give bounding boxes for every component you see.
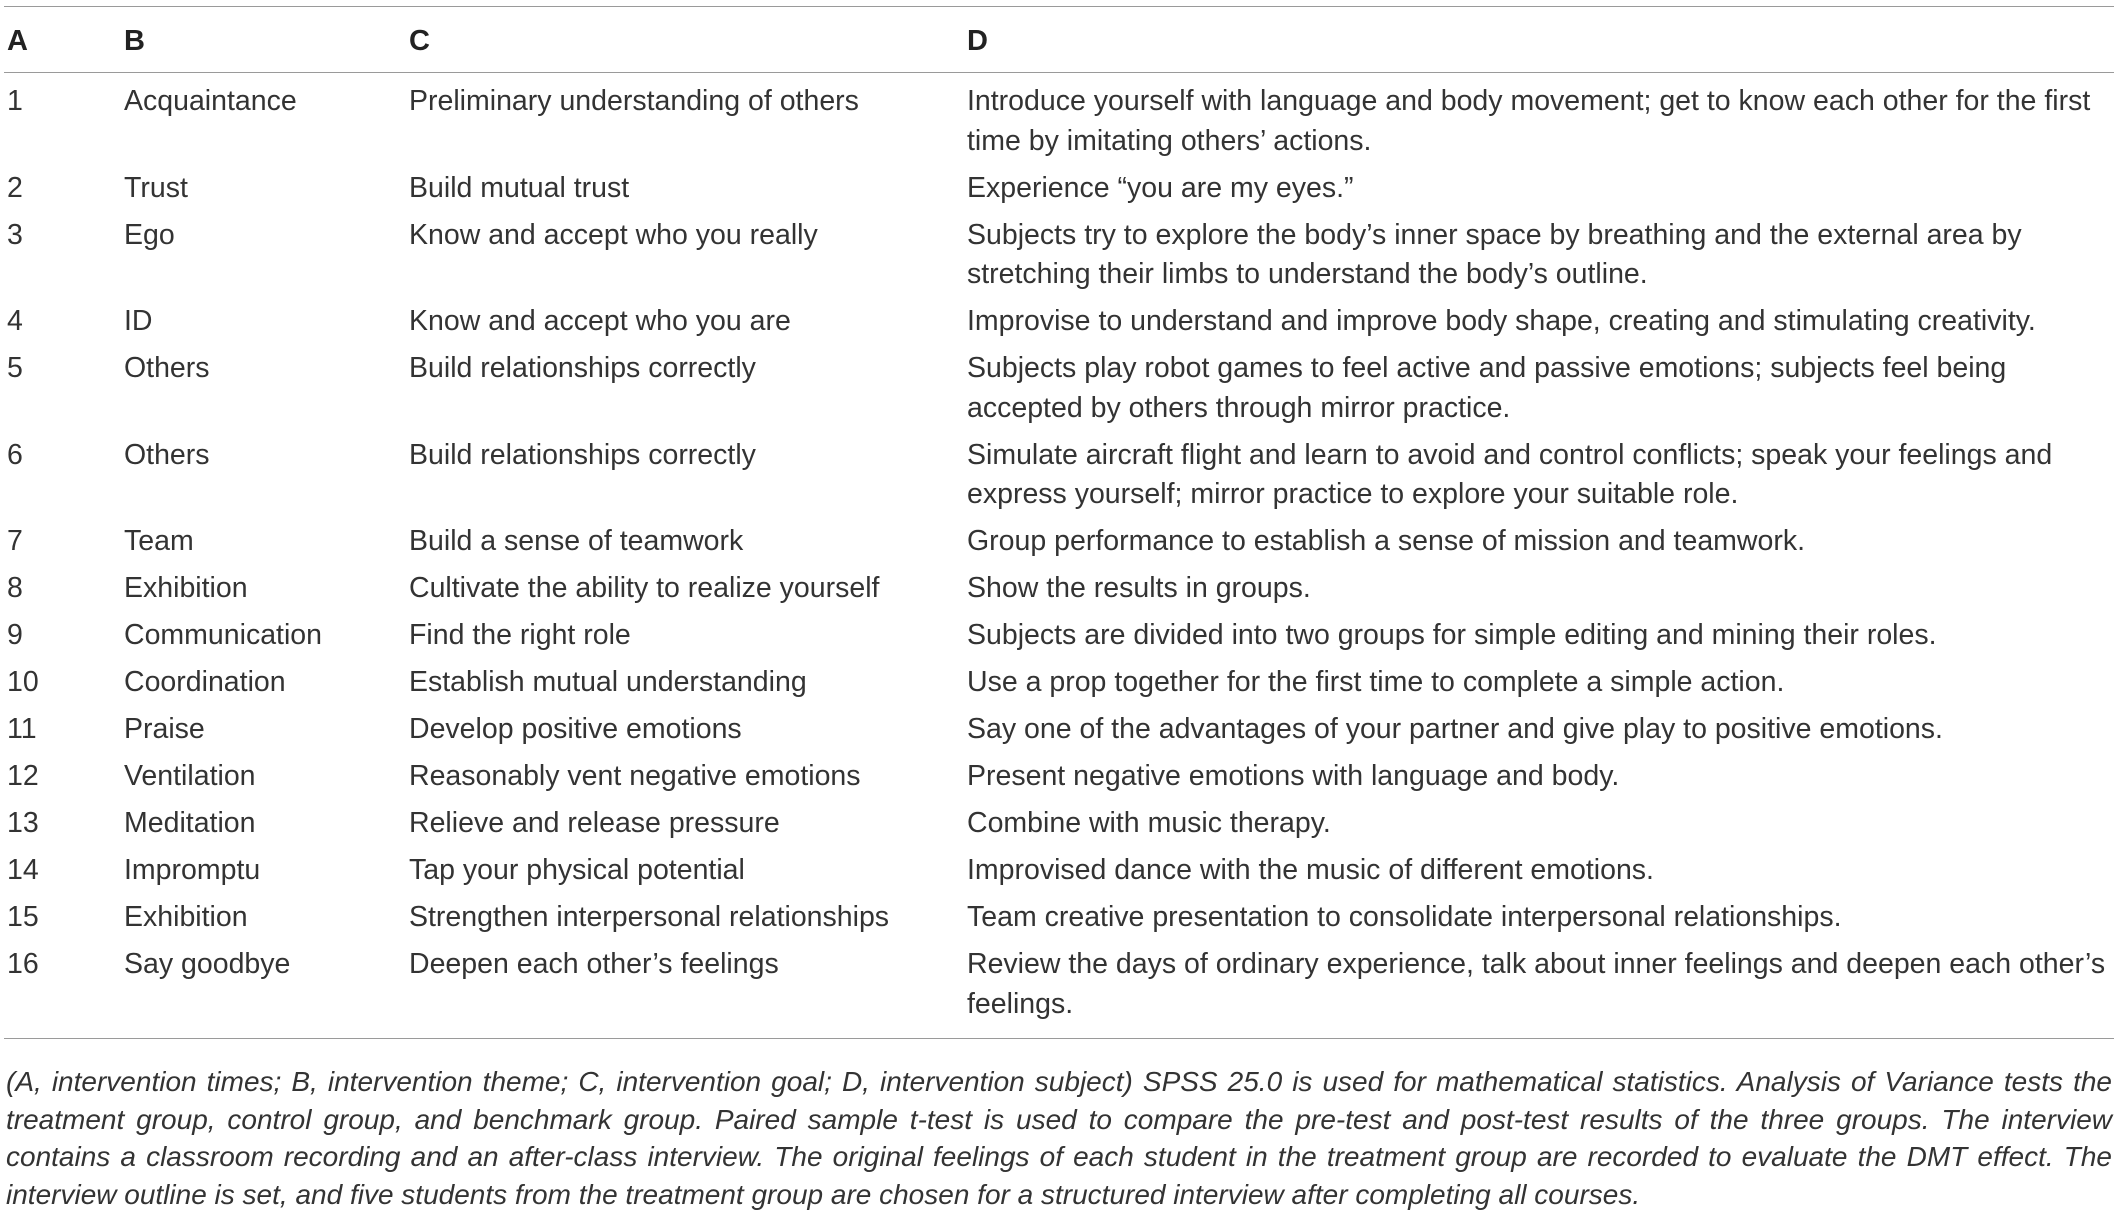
header-row xyxy=(0,7,2118,72)
cell-intervention-time: 1 xyxy=(7,85,23,117)
cell-intervention-time: 2 xyxy=(7,171,23,204)
cell-subject: Improvise to understand and improve body shape, creating and stimulating creativity. xyxy=(967,305,2036,337)
cell-theme: Meditation xyxy=(124,807,256,839)
cell-intervention-time: 11 xyxy=(7,713,37,745)
cell-intervention-time: 15 xyxy=(7,901,39,933)
cell-goal: Know and accept who you really xyxy=(409,218,818,251)
table-bottom-rule xyxy=(4,1038,2114,1039)
cell-subject: Introduce yourself with language and body movement; get to know each other for the first time by imitating others’ actions. xyxy=(967,85,2091,157)
table-row xyxy=(0,216,2118,303)
table-row xyxy=(0,757,2118,804)
cell-theme: Say goodbye xyxy=(124,948,291,980)
cell-theme: Coordination xyxy=(124,666,286,698)
cell-subject: Subjects play robot games to feel active and passive emotions; subjects feel being accepted by others through mirror practice. xyxy=(967,352,2007,424)
table-footnote: (A, intervention times; B, intervention theme; C, intervention goal; D, intervention subject) SPSS 25.0 is used for mathematical statistics. Analysis of Variance tests the treatment group, control group, and benchmark group. Paired sample t-test is used to compare the pre-test and post-test results of the three groups. The interview contains a classroom recording and an after-class interview. The original feelings of each student in the treatment group are recorded to evaluate the DMT effect. The interview outline is set, and five students from the treatment group are chosen for a structured interview after completing all courses. xyxy=(6,1066,2112,1210)
cell-goal: Reasonably vent negative emotions xyxy=(409,760,861,792)
cell-goal: Deepen each other’s feelings xyxy=(409,948,779,980)
cell-goal: Establish mutual understanding xyxy=(409,666,807,698)
table-row xyxy=(0,851,2118,898)
cell-theme: Impromptu xyxy=(124,854,261,886)
cell-intervention-time: 10 xyxy=(7,666,39,698)
cell-goal: Find the right role xyxy=(409,619,631,651)
header-c: C xyxy=(409,25,430,57)
cell-goal: Strengthen interpersonal relationships xyxy=(409,901,890,933)
cell-subject: Subjects are divided into two groups for simple editing and mining their roles. xyxy=(967,619,1937,651)
cell-subject: Experience “you are my eyes.” xyxy=(967,171,1354,204)
cell-goal: Build relationships correctly xyxy=(409,352,756,384)
cell-theme: Team xyxy=(124,525,194,557)
cell-intervention-time: 12 xyxy=(7,760,39,792)
cell-goal: Build relationships correctly xyxy=(409,438,756,471)
cell-theme: Communication xyxy=(124,619,322,651)
table-header xyxy=(0,7,2118,72)
cell-subject: Show the results in groups. xyxy=(967,572,1311,604)
cell-theme: Ego xyxy=(124,218,175,251)
cell-goal: Develop positive emotions xyxy=(409,713,742,745)
cell-goal: Cultivate the ability to realize yourself xyxy=(409,572,880,604)
cell-subject: Use a prop together for the first time to complete a simple action. xyxy=(967,666,1785,698)
cell-subject: Review the days of ordinary experience, talk about inner feelings and deepen each other’s feelings. xyxy=(967,948,2106,1020)
table-row xyxy=(0,436,2118,523)
cell-theme: Exhibition xyxy=(124,901,248,933)
table-row xyxy=(0,73,2118,169)
cell-theme: Acquaintance xyxy=(124,85,297,117)
cell-subject: Present negative emotions with language and body. xyxy=(967,760,1620,792)
cell-goal: Relieve and release pressure xyxy=(409,807,780,839)
cell-goal: Know and accept who you are xyxy=(409,305,791,337)
table-body xyxy=(0,72,2118,1038)
cell-subject: Improvised dance with the music of different emotions. xyxy=(967,854,1654,886)
cell-theme: ID xyxy=(124,305,153,337)
cell-theme: Others xyxy=(124,438,210,471)
cell-intervention-time: 9 xyxy=(7,619,23,651)
table-row xyxy=(0,169,2118,216)
table-row xyxy=(0,302,2118,349)
cell-theme: Praise xyxy=(124,713,205,745)
cell-goal: Build a sense of teamwork xyxy=(409,525,744,557)
cell-subject: Say one of the advantages of your partner and give play to positive emotions. xyxy=(967,713,1943,745)
table-row xyxy=(0,945,2118,1038)
cell-intervention-time: 5 xyxy=(7,352,23,384)
cell-theme: Trust xyxy=(124,171,188,204)
header-a: A xyxy=(7,25,28,57)
cell-intervention-time: 7 xyxy=(7,525,23,557)
cell-intervention-time: 6 xyxy=(7,438,23,471)
cell-intervention-time: 13 xyxy=(7,807,39,839)
cell-subject: Team creative presentation to consolidate interpersonal relationships. xyxy=(967,901,1842,933)
cell-intervention-time: 4 xyxy=(7,305,23,337)
cell-theme: Ventilation xyxy=(124,760,256,792)
cell-theme: Others xyxy=(124,352,210,384)
cell-subject: Subjects try to explore the body’s inner space by breathing and the external area by stretching their limbs to understand the body’s outline. xyxy=(967,218,2022,290)
cell-theme: Exhibition xyxy=(124,572,248,604)
table-row xyxy=(0,663,2118,710)
table-row xyxy=(0,569,2118,616)
table-row xyxy=(0,522,2118,569)
table-row xyxy=(0,804,2118,851)
table-row xyxy=(0,349,2118,436)
cell-subject: Simulate aircraft flight and learn to avoid and control conflicts; speak your feelings and express yourself; mirror practice to explore your suitable role. xyxy=(967,438,2053,510)
cell-intervention-time: 8 xyxy=(7,572,23,604)
cell-goal: Build mutual trust xyxy=(409,171,630,204)
table-row xyxy=(0,710,2118,757)
cell-subject: Combine with music therapy. xyxy=(967,807,1331,839)
cell-intervention-time: 16 xyxy=(7,948,39,980)
table-row xyxy=(0,898,2118,945)
cell-intervention-time: 14 xyxy=(7,854,39,886)
cell-goal: Tap your physical potential xyxy=(409,854,745,886)
intervention-table xyxy=(0,7,2118,1038)
cell-goal: Preliminary understanding of others xyxy=(409,85,859,117)
table-row xyxy=(0,616,2118,663)
cell-subject: Group performance to establish a sense of mission and teamwork. xyxy=(967,525,1805,557)
header-b: B xyxy=(124,25,145,57)
cell-intervention-time: 3 xyxy=(7,218,23,251)
header-d: D xyxy=(967,25,988,57)
intervention-table-container xyxy=(0,6,2118,1039)
